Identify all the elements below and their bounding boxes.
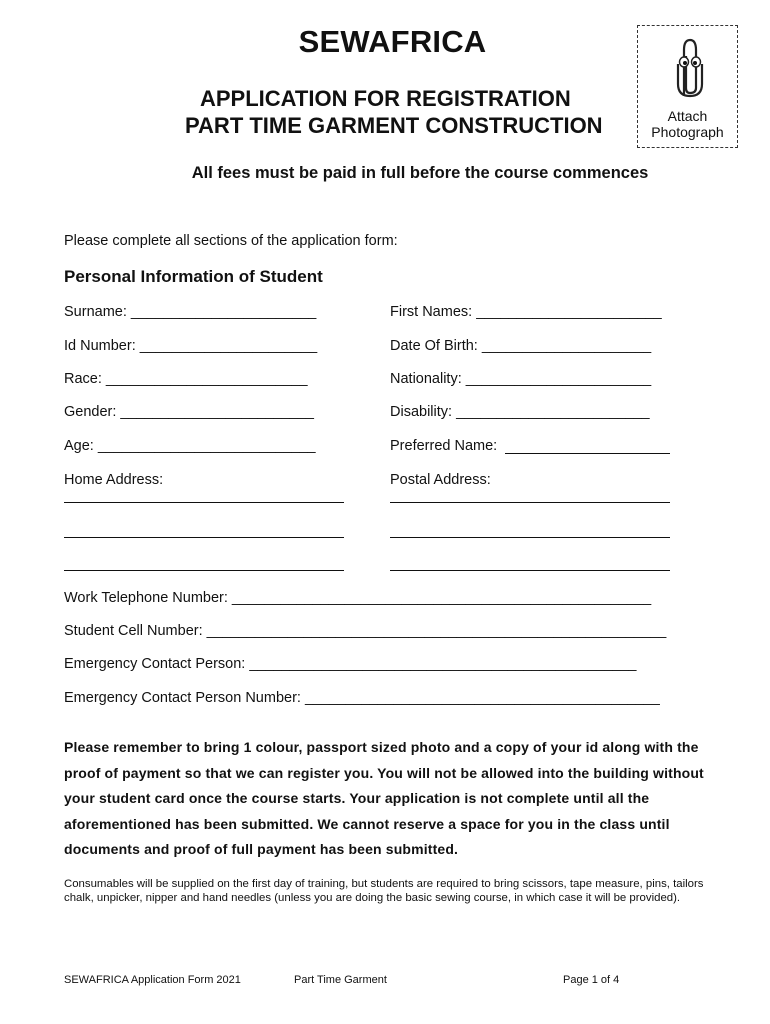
student-cell-field[interactable]: Student Cell Number: _________________________________________________________: [64, 623, 667, 639]
photo-label: [638, 108, 737, 140]
emergency-contact-number-field[interactable]: Emergency Contact Person Number: ____________________________________________: [64, 690, 660, 706]
postal-address-line-1[interactable]: [390, 502, 670, 503]
age-field[interactable]: Age: ___________________________: [64, 438, 316, 454]
home-address-label: Home Address:: [64, 472, 164, 488]
org-title: SEWAFRICA: [298, 24, 487, 59]
postal-address-line-2[interactable]: [390, 537, 670, 538]
photo-label-line-2: Photograph: [651, 124, 724, 140]
first-names-field[interactable]: First Names: _______________________: [390, 304, 662, 320]
emergency-contact-person-field[interactable]: Emergency Contact Person: ________________________________________________: [64, 656, 637, 672]
section-title: Personal Information of Student: [64, 267, 323, 286]
footer-form-name: SEWAFRICA Application Form 2021: [64, 974, 241, 986]
home-address-line-2[interactable]: [64, 537, 344, 538]
consumables-note: Consumables will be supplied on the first day of training, but students are required to bring scissors, tape measure, pins, tailors chalk, unpicker, nipper and hand needles (unless you are doing the basic sewing course, in which case it will be provided).: [64, 878, 704, 904]
postal-address-line-3[interactable]: [390, 570, 670, 571]
preferred-name-label: Preferred Name:: [390, 438, 498, 454]
date-of-birth-field[interactable]: Date Of Birth: _____________________: [390, 338, 652, 354]
surname-field[interactable]: Surname: _______________________: [64, 304, 317, 320]
id-number-field[interactable]: Id Number: ______________________: [64, 338, 318, 354]
paperclip-icon: [674, 36, 706, 98]
photo-label-line-1: Attach: [667, 108, 708, 124]
postal-address-label: Postal Address:: [390, 472, 491, 488]
preferred-name-line[interactable]: [505, 453, 670, 454]
home-address-line-1[interactable]: [64, 502, 344, 503]
intro-text: Please complete all sections of the application form:: [64, 233, 398, 249]
form-title-line-2: PART TIME GARMENT CONSTRUCTION: [185, 113, 603, 138]
disability-field[interactable]: Disability: ________________________: [390, 404, 650, 420]
home-address-line-3[interactable]: [64, 570, 344, 571]
form-title-line-1: APPLICATION FOR REGISTRATION: [200, 86, 571, 111]
nationality-field[interactable]: Nationality: _______________________: [390, 371, 652, 387]
footer-page-number: Page 1 of 4: [563, 974, 620, 986]
footer-course: Part Time Garment: [294, 974, 387, 986]
race-field[interactable]: Race: _________________________: [64, 371, 308, 387]
work-telephone-field[interactable]: Work Telephone Number: ____________________________________________________: [64, 590, 652, 606]
photo-attach-box[interactable]: [637, 25, 738, 148]
fees-notice: All fees must be paid in full before the course commences: [191, 164, 649, 182]
gender-field[interactable]: Gender: ________________________: [64, 404, 314, 420]
registration-notice: Please remember to bring 1 colour, passport sized photo and a copy of your id along with the proof of payment so that we can register you. You will not be allowed into the building without your student card once the course starts. Your application is not complete until all the aforementioned has been submitted. We cannot reserve a space for you in the class until documents and proof of full payment has been submitted.: [64, 739, 704, 857]
